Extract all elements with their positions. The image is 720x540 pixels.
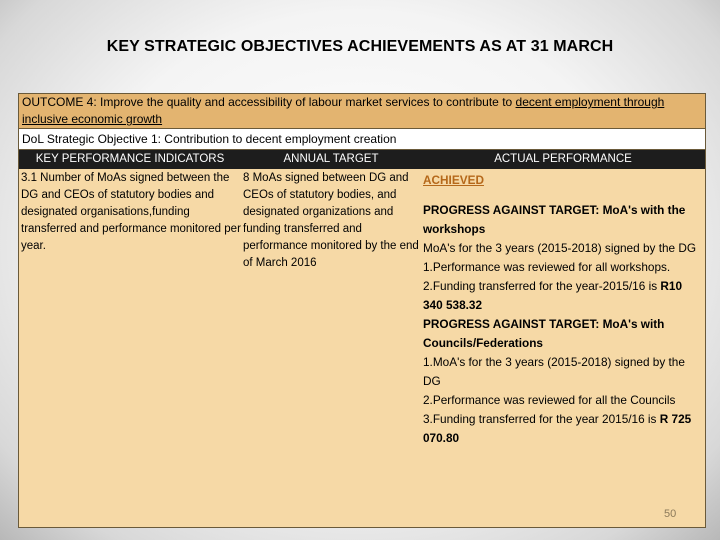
actual-performance-cell — [423, 170, 703, 448]
strategic-objective-row: DoL Strategic Objective 1: Contribution to decent employment creation — [18, 129, 706, 150]
slide-title: KEY STRATEGIC OBJECTIVES ACHIEVEMENTS AS AT 31 MARCH — [106, 38, 614, 55]
councils-performance-line: 2.Performance was reviewed for all the Councils — [423, 393, 676, 407]
kpi-cell: 3.1 Number of MoAs signed between the DG and CEOs of statutory bodies and designated organisations,funding transferred and performance monitored per year. — [21, 172, 241, 252]
councils-moa-line: 1.MoA's for the 3 years (2015-2018) signed by the DG — [423, 355, 685, 388]
outcome-underlined-text: decent employment through inclusive economic growth — [22, 95, 665, 126]
councils-funding-text: 3.Funding transferred for the year 2015/16 is — [423, 412, 660, 426]
achieved-status: ACHIEVED — [423, 173, 484, 187]
workshops-funding-amount: R10 340 538.32 — [423, 279, 683, 312]
councils-funding-line — [423, 410, 703, 448]
workshops-performance-line: 1.Performance was reviewed for all workshops. — [423, 260, 671, 274]
workshops-moa-line: MoA's for the 3 years (2015-2018) signed by the DG — [423, 241, 697, 255]
kpi-table — [18, 150, 706, 528]
header-kpi: KEY PERFORMANCE INDICATORS — [35, 153, 225, 165]
outcome-banner — [18, 93, 706, 129]
table-header-row — [19, 150, 705, 169]
header-actual-performance: ACTUAL PERFORMANCE — [494, 153, 632, 165]
outcome-text: OUTCOME 4: Improve the quality and accessibility of labour market services to contribute to — [22, 95, 516, 109]
councils-funding-amount: R 725 070.80 — [423, 412, 692, 445]
page-number: 50 — [664, 508, 677, 520]
annual-target-cell: 8 MoAs signed between DG and CEOs of statutory bodies, and designated organizations and funding transferred and performance monitored by the end of March 2016 — [243, 172, 419, 269]
workshops-funding-text: 2.Funding transferred for the year-2015/16 is — [423, 279, 661, 293]
workshops-progress-heading: PROGRESS AGAINST TARGET: MoA's with the workshops — [423, 203, 686, 236]
workshops-funding-line — [423, 277, 703, 315]
councils-progress-heading: PROGRESS AGAINST TARGET: MoA's with Councils/Federations — [423, 317, 665, 350]
header-annual-target: ANNUAL TARGET — [283, 153, 379, 165]
